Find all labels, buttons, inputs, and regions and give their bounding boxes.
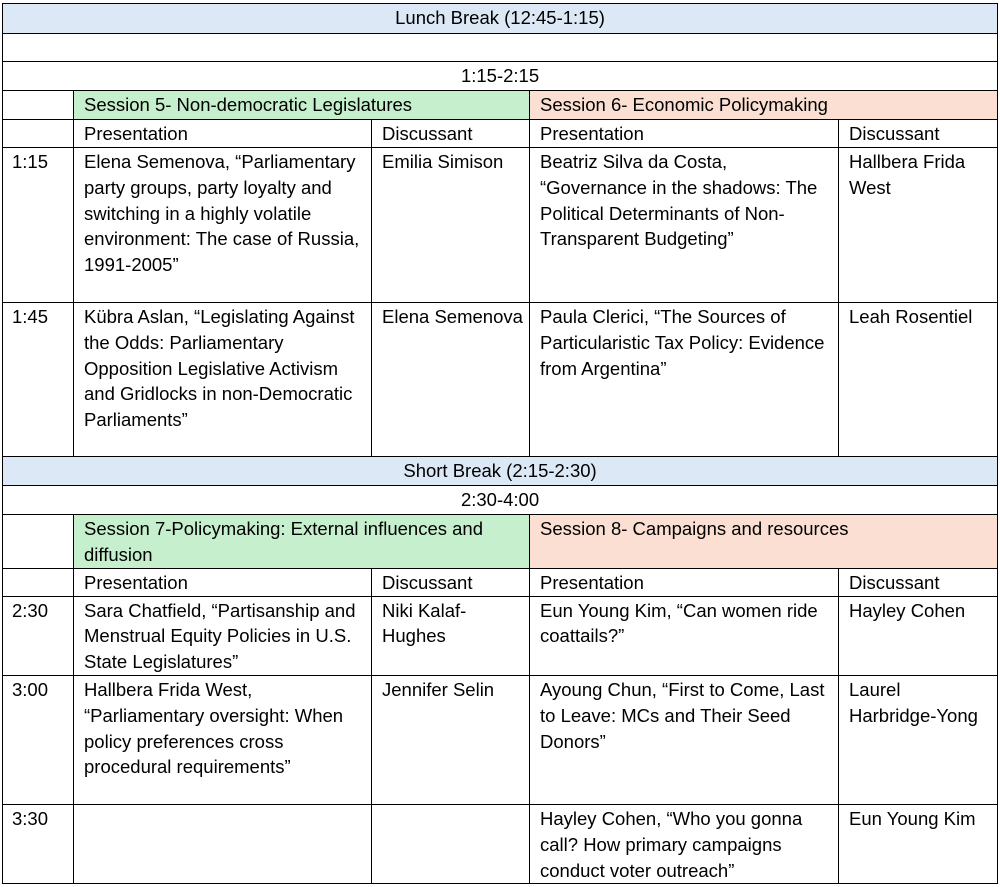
short-break-banner: Short Break (2:15-2:30) — [3, 457, 998, 486]
blank-corner-cell — [3, 91, 74, 120]
discussant-cell: Niki Kalaf-Hughes — [372, 596, 530, 675]
time-cell: 3:00 — [3, 675, 74, 804]
session-header: Session 5- Non-democratic Legislatures — [74, 91, 530, 120]
discussant-cell: Laurel Harbridge-Yong — [839, 675, 998, 804]
presentation-cell: Ayoung Chun, “First to Come, Last to Leave: MCs and Their Seed Donors” — [530, 675, 839, 804]
blank-corner-cell — [3, 120, 74, 148]
column-header: Discussant — [372, 120, 530, 148]
column-header: Discussant — [839, 568, 998, 596]
presentation-cell — [74, 804, 372, 883]
presentation-cell: Elena Semenova, “Parliamentary party groups, party loyalty and switching in a highly volatile environment: The case of Russia, 1991-2005” — [74, 148, 372, 303]
column-header: Discussant — [372, 568, 530, 596]
presentation-cell: Hallbera Frida West, “Parliamentary oversight: When policy preferences cross procedural requirements” — [74, 675, 372, 804]
presentation-cell: Eun Young Kim, “Can women ride coattails?” — [530, 596, 839, 675]
presentation-cell: Paula Clerici, “The Sources of Particularistic Tax Policy: Evidence from Argentina” — [530, 303, 839, 457]
column-header: Discussant — [839, 120, 998, 148]
discussant-cell: Leah Rosentiel — [839, 303, 998, 457]
presentation-cell: Sara Chatfield, “Partisanship and Menstrual Equity Policies in U.S. State Legislatures” — [74, 596, 372, 675]
blank-corner-cell — [3, 515, 74, 569]
discussant-cell: Jennifer Selin — [372, 675, 530, 804]
presentation-cell: Hayley Cohen, “Who you gonna call? How primary campaigns conduct voter outreach” — [530, 804, 839, 883]
time-range-header: 2:30-4:00 — [3, 486, 998, 515]
column-header: Presentation — [74, 568, 372, 596]
session-header: Session 6- Economic Policymaking — [530, 91, 998, 120]
time-range-header: 1:15-2:15 — [3, 62, 998, 91]
discussant-cell — [372, 804, 530, 883]
schedule-table — [2, 3, 998, 884]
presentation-cell: Kübra Aslan, “Legislating Against the Odds: Parliamentary Opposition Legislative Activism and Gridlocks in non-Democratic Parliaments” — [74, 303, 372, 457]
discussant-cell: Elena Semenova — [372, 303, 530, 457]
time-cell: 2:30 — [3, 596, 74, 675]
time-cell: 1:45 — [3, 303, 74, 457]
blank-corner-cell — [3, 568, 74, 596]
column-header: Presentation — [530, 568, 839, 596]
discussant-cell: Emilia Simison — [372, 148, 530, 303]
column-header: Presentation — [74, 120, 372, 148]
time-cell: 3:30 — [3, 804, 74, 883]
session-header: Session 7-Policymaking: External influences and diffusion — [74, 515, 530, 569]
presentation-cell: Beatriz Silva da Costa, “Governance in the shadows: The Political Determinants of Non-Transparent Budgeting” — [530, 148, 839, 303]
time-cell: 1:15 — [3, 148, 74, 303]
spacer-row — [3, 34, 998, 62]
lunch-break-banner: Lunch Break (12:45-1:15) — [3, 4, 998, 34]
discussant-cell: Hayley Cohen — [839, 596, 998, 675]
discussant-cell: Hallbera Frida West — [839, 148, 998, 303]
discussant-cell: Eun Young Kim — [839, 804, 998, 883]
column-header: Presentation — [530, 120, 839, 148]
session-header: Session 8- Campaigns and resources — [530, 515, 998, 569]
